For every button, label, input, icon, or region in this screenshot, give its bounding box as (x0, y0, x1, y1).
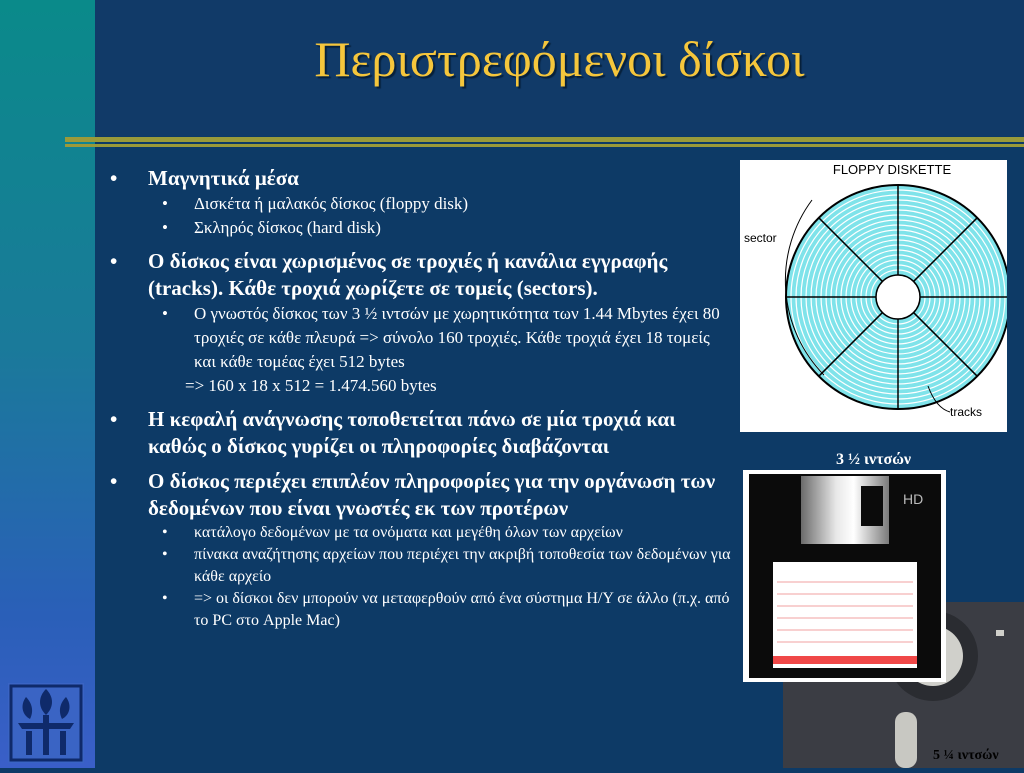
bullet-marker: • (110, 469, 118, 493)
caption-5-25-inch: 5 ¼ ιντσών (933, 748, 999, 763)
sub-list-item (110, 192, 735, 216)
sub-bullet-text: Δισκέτα ή μαλακός δίσκος (floppy disk) (194, 194, 469, 213)
diagram-title: FLOPPY DISKETTE (832, 162, 952, 177)
calculation-line: => 160 x 18 x 512 = 1.474.560 bytes (185, 376, 437, 395)
bullet-marker: • (162, 546, 168, 563)
bullet-marker: • (162, 524, 168, 541)
page-title: Περιστρεφόμενοι δίσκοι (314, 31, 805, 87)
bullet-marker: • (110, 249, 118, 273)
logo-svg (8, 683, 84, 763)
list-item (110, 165, 735, 192)
bullet-text: Ο δίσκος περιέχει επιπλέον πληροφορίες για την οργάνωση των δεδομένων που είναι γνωστές εκ των προτέρων (148, 469, 716, 520)
bullet-list (110, 165, 735, 632)
sub-list-item (110, 522, 735, 544)
title-divider-bottom (65, 144, 1024, 147)
caption-3-5-inch: 3 ½ ιντσών (836, 451, 912, 468)
sub-bullet-text: Σκληρός δίσκος (hard disk) (194, 218, 381, 237)
list-item (110, 248, 735, 302)
bullet-text: Ο δίσκος είναι χωρισμένος σε τροχιές ή κανάλια εγγραφής (tracks). Κάθε τροχιά χωρίζετε σε τομείς (sectors). (148, 249, 668, 300)
university-logo (8, 683, 84, 763)
bullet-marker: • (162, 590, 168, 607)
hd-label: HD (903, 491, 924, 507)
bullet-text: Μαγνητικά μέσα (148, 166, 299, 190)
left-gradient-strip (0, 0, 95, 768)
floppy-3-5-svg (743, 470, 946, 682)
sub-bullet-text: κατάλογο δεδομένων με τα ονόματα και μεγέθη όλων των αρχείων (194, 524, 623, 541)
sub-bullet-text: πίνακα αναζήτησης αρχείων που περιέχει την ακριβή τοποθεσία των δεδομένων για κάθε αρχείο (194, 546, 731, 585)
bullet-marker: • (162, 304, 168, 323)
center-hole (876, 275, 920, 319)
sub-list-item (110, 588, 735, 632)
sector-label: sector (744, 231, 777, 245)
sub-list-item (110, 216, 735, 240)
bullet-marker: • (110, 166, 118, 190)
diskette-diagram-svg (740, 160, 1007, 432)
bullet-marker: • (162, 218, 168, 237)
list-item (110, 406, 735, 460)
title-divider-top (65, 137, 1024, 142)
tracks-label: tracks (950, 405, 983, 419)
bullet-text: Η κεφαλή ανάγνωσης τοποθετείται πάνω σε μία τροχιά και καθώς ο δίσκος γυρίζει οι πληροφορίες διαβάζονται (148, 407, 676, 458)
floppy-3-5-photo (743, 470, 946, 682)
list-item (110, 468, 735, 522)
sub-list-item (110, 544, 735, 588)
sub-bullet-text: => οι δίσκοι δεν μπορούν να μεταφερθούν από ένα σύστημα Η/Υ σε άλλο (π.χ. από το PC στο Apple Mac) (194, 590, 730, 629)
sub-list-item (110, 302, 735, 374)
bullet-marker: • (162, 194, 168, 213)
sub-bullet-text: Ο γνωστός δίσκος των 3 ½ ιντσών με χωρητικότητα των 1.44 Mbytes έχει 80 τροχιές σε κάθε πλευρά => σύνολο 160 τροχιές. Κάθε τροχιά έχει 18 τομείς και κάθε τομέας έχει 512 bytes (194, 304, 720, 371)
floppy-diskette-diagram (740, 160, 1007, 432)
bullet-marker: • (110, 407, 118, 431)
